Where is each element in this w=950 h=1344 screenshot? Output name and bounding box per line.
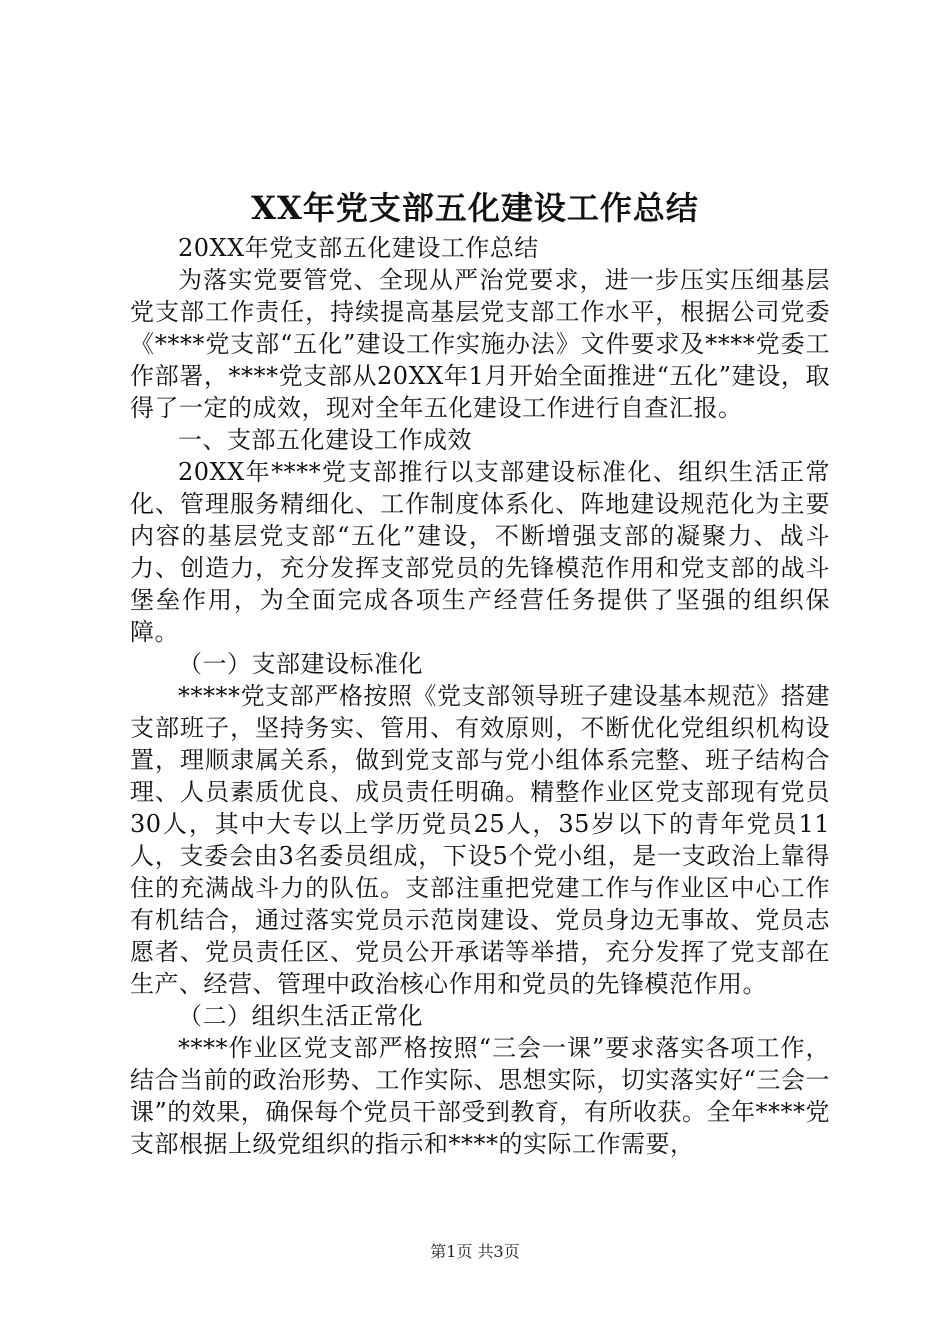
subtitle-paragraph: 20XX年党支部五化建设工作总结 xyxy=(178,234,539,262)
subsection-heading-2: （二）组织生活正常化 xyxy=(178,1002,423,1030)
page-footer: 第1页 共3页 xyxy=(430,1242,520,1261)
subsection-1-paragraph: *****党支部严格按照《党支部领导班子建设基本规范》搭建支部班子，坚持务实、管用、有效原则，不断优化党组织机构设置，理顺隶属关系，做到党支部与党小组体系完整、班子结构合理、人员素质优良、成员责任明确。精整作业区党支部现有党员30人，其中大专以上学历党员25人，35岁以下的青年党员11人，支委会由3名委员组成，下设5个党小组，是一支政治上靠得住的充满战斗力的队伍。支部注重把党建工作与作业区中心工作有机结合，通过落实党员示范岗建设、党员身边无事故、党员志愿者、党员责任区、党员公开承诺等举措，充分发挥了党支部在生产、经营、管理中政治核心作用和党员的先锋模范作用。 xyxy=(130,682,830,998)
document-title: XX年党支部五化建设工作总结 xyxy=(251,189,699,227)
section-heading-1: 一、支部五化建设工作成效 xyxy=(178,426,472,454)
subsection-heading-1: （一）支部建设标准化 xyxy=(178,650,423,678)
intro-paragraph: 为落实党要管党、全现从严治党要求，进一步压实压细基层党支部工作责任，持续提高基层党支部工作水平，根据公司党委《****党支部“五化”建设工作实施办法》文件要求及****党委工作部署，****党支部从20XX年1月开始全面推进“五化”建设，取得了一定的成效，现对全年五化建设工作进行自查汇报。 xyxy=(130,266,830,422)
subsection-2-paragraph: ****作业区党支部严格按照“三会一课”要求落实各项工作，结合当前的政治形势、工作实际、思想实际，切实落实好“三会一课”的效果，确保每个党员干部受到教育，有所收获。全年****党支部根据上级党组织的指示和****的实际工作需要， xyxy=(130,1034,830,1158)
document-body xyxy=(130,232,830,1160)
section-1-paragraph: 20XX年****党支部推行以支部建设标准化、组织生活正常化、管理服务精细化、工作制度体系化、阵地建设规范化为主要内容的基层党支部“五化”建设，不断增强支部的凝聚力、战斗力、创造力，充分发挥支部党员的先锋模范作用和党支部的战斗堡垒作用，为全面完成各项生产经营任务提供了坚强的组织保障。 xyxy=(130,458,830,646)
